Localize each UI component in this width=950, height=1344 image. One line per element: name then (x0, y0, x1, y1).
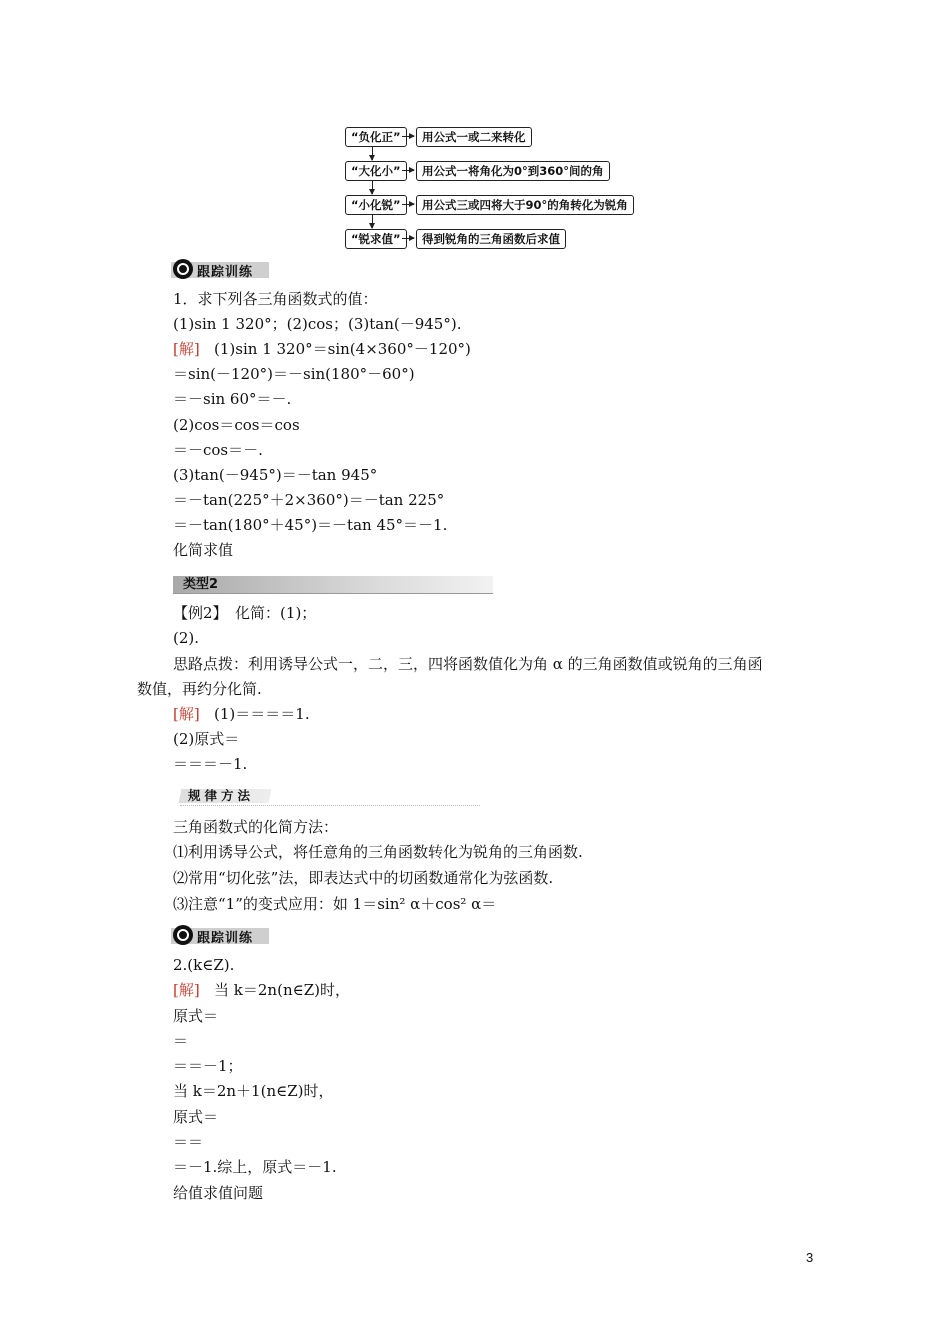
solution-line: ＝ (173, 1032, 189, 1050)
solution-line: [解] 当 k＝2n(n∈Z)时， (173, 981, 350, 999)
flow-arrow-down (372, 215, 373, 228)
flow-step-3-label: “小化锐” (345, 195, 407, 215)
solution-line: ＝－tan(225°＋2×360°)＝－tan 225° (173, 491, 445, 509)
solution-line: ＝＝－1； (173, 1057, 243, 1075)
solution-line: 原式＝ (173, 1007, 219, 1025)
flow-step-4-desc: 得到锐角的三角函数后求值 (416, 229, 566, 249)
law-method-banner: 规律方法 (180, 787, 270, 805)
solution-line: 原式＝ (173, 1108, 219, 1126)
exercise-2-question: 2.(k∈Z). (173, 956, 235, 974)
page-number: 3 (806, 1250, 814, 1265)
method-item: ⑵常用“切化弦”法，即表达式中的切函数通常化为弦函数. (173, 869, 554, 887)
method-item: ⑶注意“1”的变式应用：如 1＝sin² α＋cos² α＝ (173, 895, 497, 913)
flow-step-2-label: “大化小” (345, 161, 407, 181)
exercise-1-question: 1．求下列各三角函数式的值： (173, 290, 378, 308)
hint-text: 思路点拨：利用诱导公式一，二，三，四将函数值化为角 α 的三角函数值或锐角的三角函 (173, 655, 763, 673)
divider (173, 593, 493, 594)
flow-arrow-right (402, 136, 414, 137)
solution-tag: [解] (173, 705, 200, 723)
solution-line: [解] (1)＝＝＝＝1. (173, 705, 310, 723)
solution-line: ＝sin(－120°)＝－sin(180°－60°) (173, 365, 415, 383)
method-title: 三角函数式的化简方法： (173, 818, 339, 836)
target-icon (173, 925, 193, 945)
solution-line: (2)cos＝cos＝cos (173, 416, 300, 434)
solution-line: [解] (1)sin 1 320°＝sin(4×360°－120°) (173, 340, 471, 358)
track-training-badge: 跟踪训练 (171, 925, 271, 947)
solution-tag: [解] (173, 340, 200, 358)
flow-step-1-label: “负化正” (345, 127, 407, 147)
solution-line: ＝－cos＝－. (173, 441, 263, 459)
section-title: 化简求值 (173, 541, 234, 559)
track-training-badge: 跟踪训练 (171, 259, 271, 281)
flow-arrow-right (402, 238, 414, 239)
flow-step-3-desc: 用公式三或四将大于90°的角转化为锐角 (416, 195, 634, 215)
hint-text: 数值，再约分化简. (137, 680, 262, 698)
solution-line: 当 k＝2n＋1(n∈Z)时， (173, 1082, 334, 1100)
exercise-1-parts: (1)sin 1 320°；(2)cos；(3)tan(－945°). (173, 315, 462, 333)
solution-line: ＝－1.综上，原式＝－1. (173, 1158, 337, 1176)
flow-arrow-right (402, 170, 414, 171)
solution-line: ＝＝ (173, 1133, 204, 1151)
flow-arrow-down (372, 147, 373, 160)
solution-line: (2)原式＝ (173, 730, 240, 748)
solution-line: ＝－sin 60°＝－. (173, 390, 292, 408)
type-2-banner: 类型2 (173, 576, 493, 594)
solution-tag: [解] (173, 981, 200, 999)
solution-line: (3)tan(－945°)＝－tan 945° (173, 466, 378, 484)
solution-line: ＝－tan(180°＋45°)＝－tan 45°＝－1. (173, 516, 448, 534)
flow-step-1-desc: 用公式一或二来转化 (416, 127, 532, 147)
flow-arrow-down (372, 181, 373, 194)
section-title: 给值求值问题 (173, 1184, 264, 1202)
flow-arrow-right (402, 204, 414, 205)
example-2-part: (2). (173, 629, 200, 647)
divider (180, 805, 480, 806)
method-item: ⑴利用诱导公式，将任意角的三角函数转化为锐角的三角函数. (173, 843, 583, 861)
target-icon (173, 259, 193, 279)
example-2-question: 【例2】 化简：(1)； (173, 604, 317, 622)
solution-line: ＝＝＝－1. (173, 755, 248, 773)
flow-step-2-desc: 用公式一将角化为0°到360°间的角 (416, 161, 610, 181)
flow-step-4-label: “锐求值” (345, 229, 407, 249)
